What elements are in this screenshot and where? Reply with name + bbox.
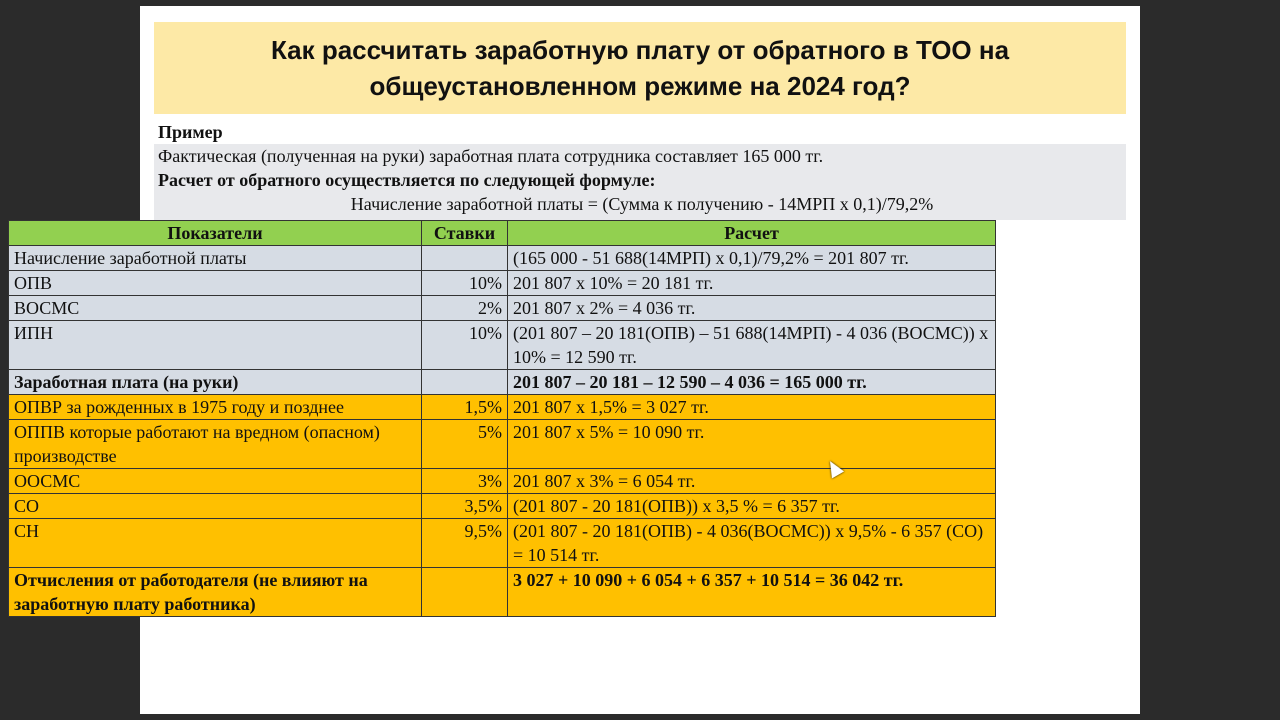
rate-cell: 9,5% [422, 519, 508, 568]
table-header-row [9, 221, 996, 246]
table-row [9, 420, 996, 469]
indicator-cell: ОППВ которые работают на вредном (опасном) производстве [9, 420, 422, 469]
indicator-cell: ВОСМС [9, 296, 422, 321]
indicator-cell: СН [9, 519, 422, 568]
table-row [9, 519, 996, 568]
rate-cell [422, 370, 508, 395]
calc-cell: (201 807 - 20 181(ОПВ)) х 3,5 % = 6 357 тг. [508, 494, 996, 519]
indicator-cell: ОПВ [9, 271, 422, 296]
example-block [154, 120, 1126, 228]
rate-cell [422, 568, 508, 617]
table-row [9, 321, 996, 370]
calc-cell: 201 807 х 1,5% = 3 027 тг. [508, 395, 996, 420]
rate-cell: 10% [422, 271, 508, 296]
rate-cell [422, 246, 508, 271]
table-row-net-salary [9, 370, 996, 395]
indicator-cell: Заработная плата (на руки) [9, 370, 422, 395]
calc-cell: 201 807 х 2% = 4 036 тг. [508, 296, 996, 321]
calc-cell: (201 807 - 20 181(ОПВ) - 4 036(ВОСМС)) х 9,5% - 6 357 (СО) = 10 514 тг. [508, 519, 996, 568]
table-row [9, 469, 996, 494]
table-row [9, 395, 996, 420]
table-row [9, 296, 996, 321]
indicator-cell: СО [9, 494, 422, 519]
calc-cell: 201 807 х 3% = 6 054 тг. [508, 469, 996, 494]
calc-cell: 201 807 – 20 181 – 12 590 – 4 036 = 165 000 тг. [508, 370, 996, 395]
calc-cell: 201 807 х 10% = 20 181 тг. [508, 271, 996, 296]
rate-cell: 5% [422, 420, 508, 469]
header-rates: Ставки [422, 221, 508, 246]
calc-cell: (201 807 – 20 181(ОПВ) – 51 688(14МРП) - 4 036 (ВОСМС)) х 10% = 12 590 тг. [508, 321, 996, 370]
example-heading: Пример [154, 120, 1126, 144]
formula-heading: Расчет от обратного осуществляется по следующей формуле: [154, 168, 1126, 192]
header-indicators: Показатели [9, 221, 422, 246]
table-row [9, 271, 996, 296]
slide-title: Как рассчитать заработную плату от обратного в ТОО на общеустановленном режиме на 2024 год? [270, 35, 1010, 101]
calc-cell: 3 027 + 10 090 + 6 054 + 6 357 + 10 514 = 36 042 тг. [508, 568, 996, 617]
table-row-employer-contributions [9, 568, 996, 617]
header-calculation: Расчет [508, 221, 996, 246]
table-row [9, 246, 996, 271]
indicator-cell: Начисление заработной платы [9, 246, 422, 271]
indicator-cell: ИПН [9, 321, 422, 370]
rate-cell: 3% [422, 469, 508, 494]
indicator-cell: ООСМС [9, 469, 422, 494]
calculation-table [8, 220, 996, 617]
indicator-cell: ОПВР за рожденных в 1975 году и позднее [9, 395, 422, 420]
example-fact-line: Фактическая (полученная на руки) заработная плата сотрудника составляет 165 000 тг. [154, 144, 1126, 168]
rate-cell: 10% [422, 321, 508, 370]
formula-text: Начисление заработной платы = (Сумма к получению - 14МРП х 0,1)/79,2% [154, 192, 1126, 220]
table-row [9, 494, 996, 519]
calc-cell: 201 807 х 5% = 10 090 тг. [508, 420, 996, 469]
indicator-cell: Отчисления от работодателя (не влияют на заработную плату работника) [9, 568, 422, 617]
calc-cell: (165 000 - 51 688(14МРП) х 0,1)/79,2% = 201 807 тг. [508, 246, 996, 271]
rate-cell: 2% [422, 296, 508, 321]
title-box [154, 22, 1126, 114]
rate-cell: 1,5% [422, 395, 508, 420]
rate-cell: 3,5% [422, 494, 508, 519]
